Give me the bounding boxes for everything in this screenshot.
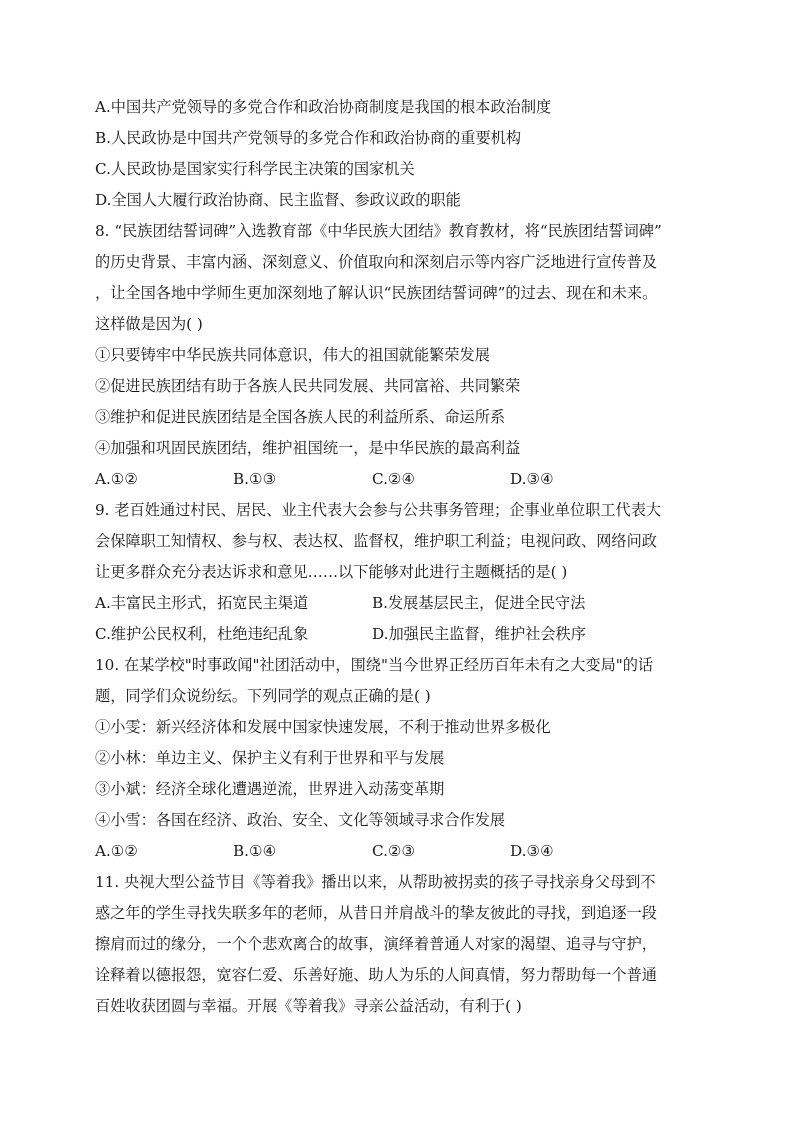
q10-choice-b[interactable]: B.①④ — [233, 842, 277, 860]
q10-stem-line: 10. 在某学校"时事政闻"社团活动中，围绕"当今世界正经历百年未有之大变局"的话 — [95, 656, 654, 674]
q10-statement-2: ②小林：单边主义、保护主义有利于世界和平与发展 — [95, 749, 445, 767]
q9-stem-line: 让更多群众充分表达诉求和意见……以下能够对此进行主题概括的是( ) — [95, 563, 568, 581]
q8-statement-1: ①只要铸牢中华民族共同体意识，伟大的祖国就能繁荣发展 — [95, 346, 490, 364]
q8-choice-d[interactable]: D.③④ — [510, 470, 554, 488]
q10-choice-c[interactable]: C.②③ — [372, 842, 416, 860]
q10-choice-d[interactable]: D.③④ — [510, 842, 554, 860]
q8-statement-2: ②促进民族团结有助于各族人民共同发展、共同富裕、共同繁荣 — [95, 377, 521, 395]
q9-choices-row-2 — [95, 619, 705, 650]
q8-statement-4: ④加强和巩固民族团结，维护祖国统一，是中华民族的最高利益 — [95, 439, 521, 457]
q9-choice-d[interactable]: D.加强民主监督，维护社会秩序 — [372, 625, 586, 643]
q10-statement-4: ④小雪：各国在经济、政治、安全、文化等领域寻求合作发展 — [95, 811, 506, 829]
q10-choice-a[interactable]: A.①② — [95, 842, 139, 860]
q11-stem-line: 擦肩而过的缘分，一个个悲欢离合的故事，演绎着普通人对家的渴望、追寻与守护， — [95, 935, 657, 953]
q10-stem-line: 题，同学们众说纷纭。下列同学的观点正确的是( ) — [95, 687, 431, 705]
q10-choices — [95, 836, 705, 867]
q8-stem-line: 这样做是因为( ) — [95, 315, 203, 333]
q9-stem-line: 9. 老百姓通过村民、居民、业主代表大会参与公共事务管理；企事业单位职工代表大 — [95, 501, 662, 519]
q10-statement-1: ①小雯：新兴经济体和发展中国家快速发展，不利于推动世界多极化 — [95, 718, 551, 736]
q9-choices-row-1 — [95, 588, 705, 619]
q8-statement-3: ③维护和促进民族团结是全国各族人民的利益所系、命运所系 — [95, 408, 506, 426]
q9-choice-a[interactable]: A.丰富民主形式，拓宽民主渠道 — [95, 594, 309, 612]
q8-choice-b[interactable]: B.①③ — [233, 470, 277, 488]
q9-stem-line: 会保障职工知情权、参与权、表达权、监督权，维护职工利益；电视问政、网络问政 — [95, 532, 657, 550]
q7-option-c[interactable]: C.人民政协是国家实行科学民主决策的国家机关 — [95, 160, 415, 178]
q8-stem-line: 的历史背景、丰富内涵、深刻意义、价值取向和深刻启示等内容广泛地进行宣传普及 — [95, 253, 657, 271]
question-11 — [95, 867, 705, 1022]
question-8 — [95, 216, 705, 495]
q11-stem-line: 11. 央视大型公益节目《等着我》播出以来，从帮助被拐卖的孩子寻找亲身父母到不 — [95, 873, 656, 891]
q9-choice-b[interactable]: B.发展基层民主，促进全民守法 — [372, 594, 586, 612]
q7-option-b[interactable]: B.人民政协是中国共产党领导的多党合作和政治协商的重要机构 — [95, 129, 522, 147]
q8-choice-c[interactable]: C.②④ — [372, 470, 416, 488]
q11-stem-line: 百姓收获团圆与幸福。开展《等着我》寻亲公益活动，有利于( ) — [95, 997, 522, 1015]
q7-option-a[interactable]: A.中国共产党领导的多党合作和政治协商制度是我国的根本政治制度 — [95, 98, 552, 116]
q11-stem-line: 惑之年的学生寻找失联多年的老师，从昔日并肩战斗的挚友彼此的寻找，到追逐一段 — [95, 904, 657, 922]
question-10 — [95, 650, 705, 867]
question-9 — [95, 495, 705, 650]
q11-stem-line: 诠释着以德报怨，宽容仁爱、乐善好施、助人为乐的人间真情，努力帮助每一个普通 — [95, 966, 657, 984]
q8-choices — [95, 464, 705, 495]
q8-stem-line: ，让全国各地中学师生更加深刻地了解认识“民族团结誓词碑”的过去、现在和未来。 — [95, 284, 658, 302]
q7-option-d[interactable]: D.全国人大履行政治协商、民主监督、参政议政的职能 — [95, 191, 461, 209]
question-content — [95, 92, 705, 1022]
q8-choice-a[interactable]: A.①② — [95, 470, 139, 488]
q9-choice-c[interactable]: C.维护公民权利，杜绝违纪乱象 — [95, 625, 309, 643]
q10-statement-3: ③小斌：经济全球化遭遇逆流，世界进入动荡变革期 — [95, 780, 445, 798]
q7-options — [95, 92, 705, 216]
q8-stem-line: 8. “民族团结誓词碑”入选教育部《中华民族大团结》教育教材，将“民族团结誓词碑” — [95, 222, 662, 240]
